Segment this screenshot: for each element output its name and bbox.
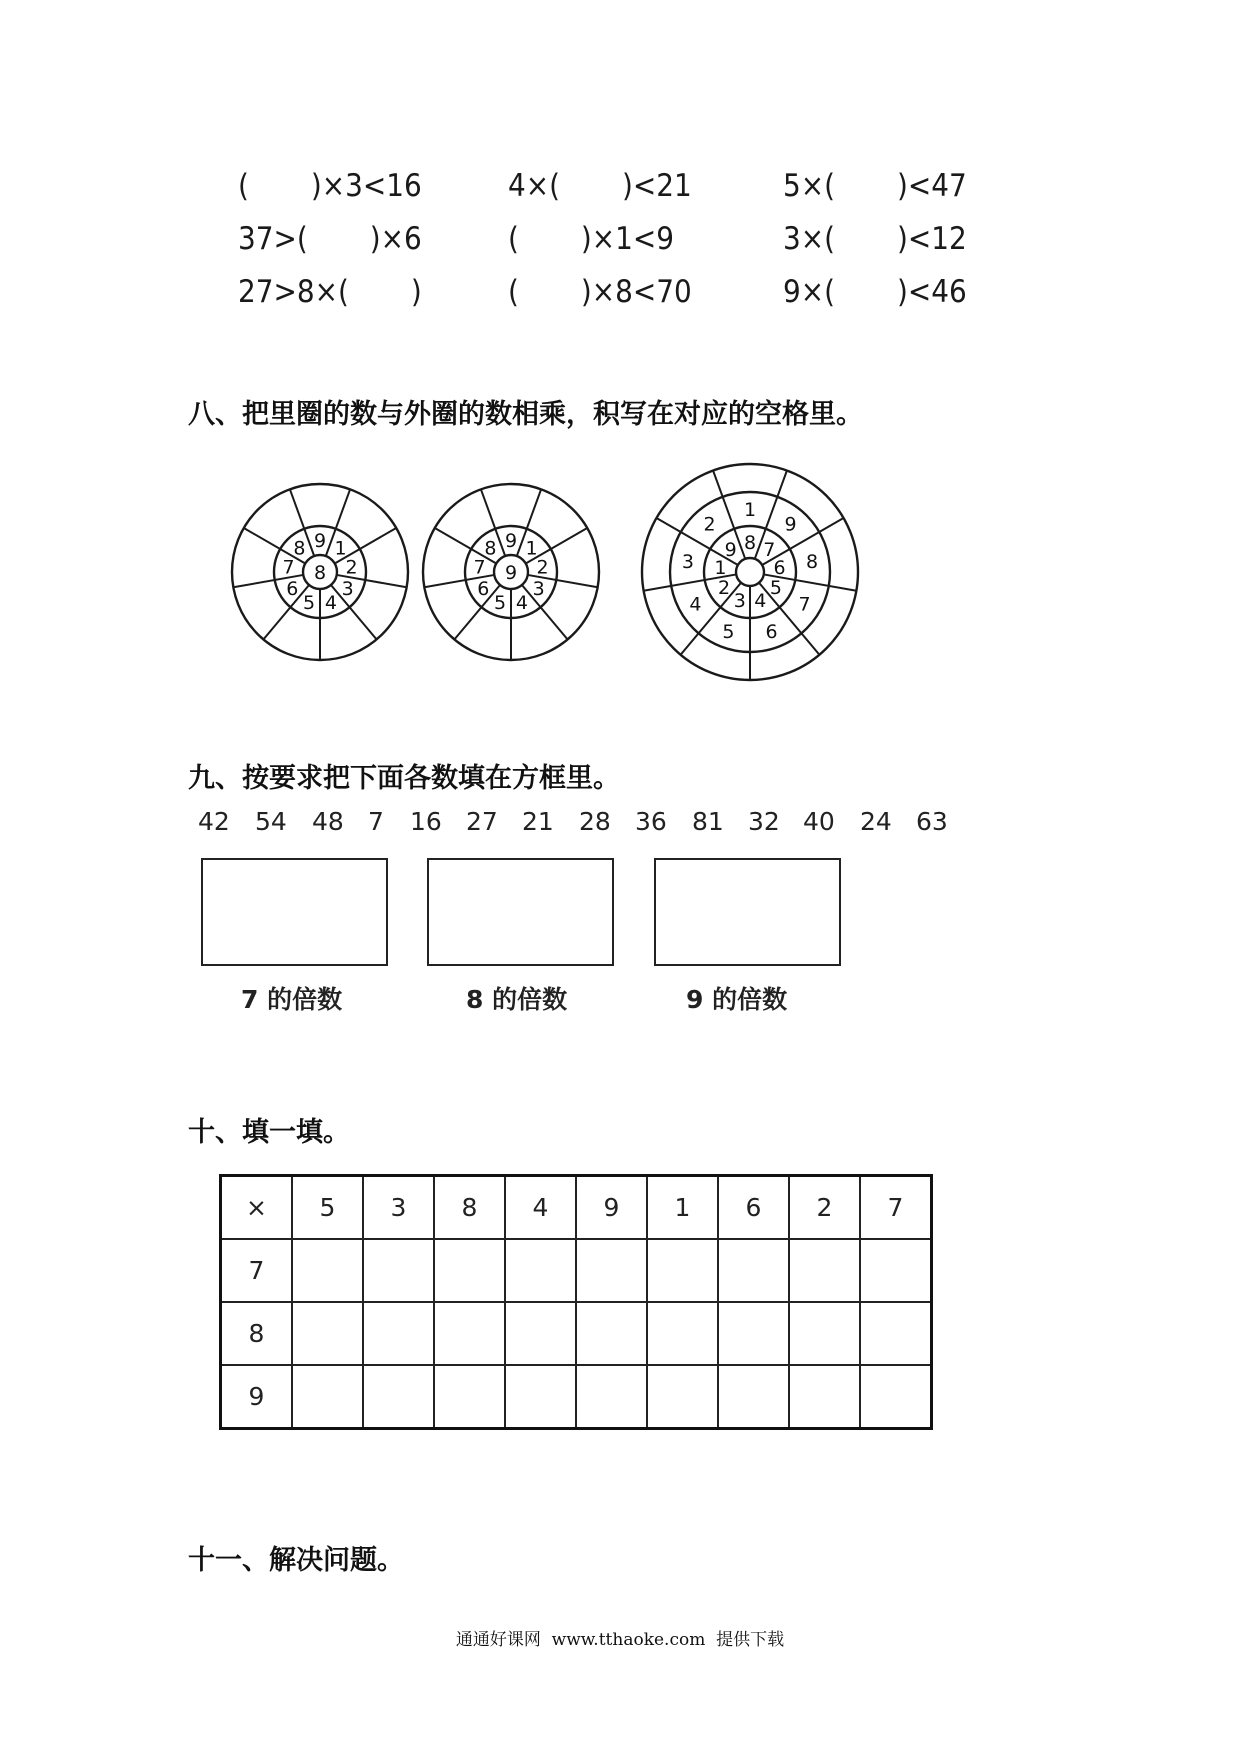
table-row-label: 7 — [221, 1239, 293, 1302]
number: 16 — [410, 807, 442, 836]
table-header-cell: 5 — [292, 1176, 363, 1240]
answer-cell[interactable] — [860, 1239, 932, 1302]
answer-cell[interactable] — [647, 1239, 718, 1302]
wheel-1-graphic — [230, 482, 410, 662]
table-header-row — [221, 1176, 932, 1240]
table-header-cell: 3 — [363, 1176, 434, 1240]
wheel-3-graphic — [640, 462, 860, 682]
number: 81 — [692, 807, 724, 836]
number: 27 — [466, 807, 498, 836]
inequality: ( )×1<9 — [508, 221, 674, 257]
inequality: 9×( )<46 — [783, 274, 967, 310]
answer-cell[interactable] — [505, 1365, 576, 1429]
wheel-number: 8 — [484, 537, 497, 560]
wheel-number: 3 — [532, 578, 545, 600]
answer-cell[interactable] — [363, 1239, 434, 1302]
wheel-inner-number: 1 — [714, 556, 727, 579]
number: 7 — [368, 807, 384, 836]
wheel-inner-number: 8 — [743, 532, 757, 554]
wheel-number: 5 — [303, 592, 316, 615]
section-10-title: 十、填一填。 — [188, 1117, 350, 1148]
inequality: ( )×8<70 — [508, 274, 692, 310]
wheel-number: 9 — [504, 530, 518, 552]
inequality: 5×( )<47 — [783, 168, 967, 204]
table-header-cell: 7 — [860, 1176, 932, 1240]
table-header-cell: 8 — [434, 1176, 505, 1240]
wheel-inner-number: 4 — [754, 590, 767, 613]
inequality: 4×( )<21 — [508, 168, 692, 204]
wheel-outer-number: 9 — [784, 513, 797, 536]
number: 28 — [579, 807, 611, 836]
inequality: 27>8×( ) — [238, 274, 422, 310]
answer-cell[interactable] — [434, 1365, 505, 1429]
answer-cell[interactable] — [860, 1365, 932, 1429]
answer-cell[interactable] — [576, 1365, 647, 1429]
inequality-row-3 — [238, 266, 998, 310]
answer-cell[interactable] — [576, 1302, 647, 1365]
table-header-cell: 6 — [718, 1176, 789, 1240]
answer-cell[interactable] — [505, 1302, 576, 1365]
wheel-number: 4 — [515, 592, 528, 615]
answer-cell[interactable] — [789, 1365, 860, 1429]
multiplication-wheel-3 — [640, 462, 860, 686]
table-row-label: 8 — [221, 1302, 293, 1365]
answer-cell[interactable] — [718, 1302, 789, 1365]
multiples-of-8-box[interactable] — [427, 858, 614, 966]
table-row — [221, 1302, 932, 1365]
wheel-number: 6 — [286, 578, 299, 600]
inequality-row-1 — [238, 160, 998, 204]
answer-cell[interactable] — [292, 1239, 363, 1302]
wheel-outer-number: 8 — [805, 551, 819, 574]
inequality-row-2 — [238, 213, 998, 257]
wheel-ring — [736, 558, 764, 586]
table-header-cell: 2 — [789, 1176, 860, 1240]
wheel-2-graphic — [421, 482, 601, 662]
answer-cell[interactable] — [363, 1365, 434, 1429]
inequality: 3×( )<12 — [783, 221, 967, 257]
wheel-inner-number: 2 — [717, 577, 731, 599]
number: 40 — [803, 807, 835, 836]
wheel-number: 6 — [477, 578, 490, 600]
wheel-outer-number: 4 — [689, 593, 702, 616]
wheel-number: 4 — [324, 592, 337, 615]
multiples-of-7-box[interactable] — [201, 858, 388, 966]
wheel-number: 1 — [525, 537, 538, 560]
wheel-number: 8 — [293, 537, 306, 560]
wheel-outer-number: 1 — [743, 499, 757, 521]
wheel-outer-number: 3 — [681, 551, 695, 574]
wheel-number: 9 — [313, 530, 327, 552]
answer-cell[interactable] — [647, 1365, 718, 1429]
wheel-inner-number: 9 — [724, 539, 737, 562]
wheel-inner-number: 3 — [733, 590, 746, 613]
wheel-outer-number: 7 — [798, 593, 811, 616]
number: 48 — [312, 807, 344, 836]
answer-cell[interactable] — [718, 1365, 789, 1429]
wheel-number: 1 — [334, 537, 347, 560]
table-corner-symbol: × — [221, 1176, 293, 1240]
answer-cell[interactable] — [718, 1239, 789, 1302]
section-11-title: 十一、解决问题。 — [188, 1545, 404, 1576]
inequality: ( )×3<16 — [238, 168, 422, 204]
multiplication-wheel-2 — [421, 482, 601, 666]
table-header-cell: 9 — [576, 1176, 647, 1240]
wheel-center-number: 9 — [504, 562, 518, 584]
number: 21 — [522, 807, 554, 836]
wheel-center-number: 8 — [313, 562, 327, 584]
wheel-inner-number: 5 — [769, 577, 783, 599]
number-list — [198, 807, 978, 841]
wheel-number: 2 — [345, 556, 358, 579]
table-row — [221, 1365, 932, 1429]
wheel-number: 7 — [282, 556, 295, 579]
number: 54 — [255, 807, 287, 836]
table-row — [221, 1239, 932, 1302]
number: 32 — [748, 807, 780, 836]
number: 36 — [635, 807, 667, 836]
wheel-number: 2 — [536, 556, 549, 579]
answer-cell[interactable] — [363, 1302, 434, 1365]
answer-cell[interactable] — [576, 1239, 647, 1302]
multiplication-wheel-1 — [230, 482, 410, 666]
multiplication-table — [219, 1174, 933, 1430]
table-header-cell: 4 — [505, 1176, 576, 1240]
wheel-number: 3 — [341, 578, 354, 600]
answer-cell[interactable] — [860, 1302, 932, 1365]
answer-cell[interactable] — [647, 1302, 718, 1365]
table-header-cell: 1 — [647, 1176, 718, 1240]
wheel-outer-number: 5 — [722, 621, 735, 644]
table-row-label: 9 — [221, 1365, 293, 1429]
answer-cell[interactable] — [434, 1239, 505, 1302]
wheel-number: 5 — [494, 592, 507, 615]
number: 42 — [198, 807, 230, 836]
wheel-outer-number: 2 — [703, 513, 716, 536]
section-8-title: 八、把里圈的数与外圈的数相乘，积写在对应的空格里。 — [188, 399, 863, 430]
section-9-title: 九、按要求把下面各数填在方框里。 — [188, 763, 620, 794]
wheel-outer-number: 6 — [765, 621, 778, 644]
answer-cell[interactable] — [505, 1239, 576, 1302]
answer-cell[interactable] — [434, 1302, 505, 1365]
answer-cell[interactable] — [292, 1302, 363, 1365]
wheel-inner-number: 7 — [763, 539, 776, 562]
multiples-of-9-label: 9 的倍数 — [686, 985, 788, 1014]
answer-cell[interactable] — [789, 1302, 860, 1365]
inequality: 37>( )×6 — [238, 221, 422, 257]
multiples-of-7-label: 7 的倍数 — [241, 985, 343, 1014]
answer-cell[interactable] — [789, 1239, 860, 1302]
answer-cell[interactable] — [292, 1365, 363, 1429]
number: 24 — [860, 807, 892, 836]
multiples-of-8-label: 8 的倍数 — [466, 985, 568, 1014]
number: 63 — [916, 807, 948, 836]
multiples-of-9-box[interactable] — [654, 858, 841, 966]
page-footer: 通通好课网 www.tthaoke.com 提供下载 — [455, 1630, 785, 1650]
wheel-inner-number: 6 — [773, 556, 786, 579]
wheel-number: 7 — [473, 556, 486, 579]
